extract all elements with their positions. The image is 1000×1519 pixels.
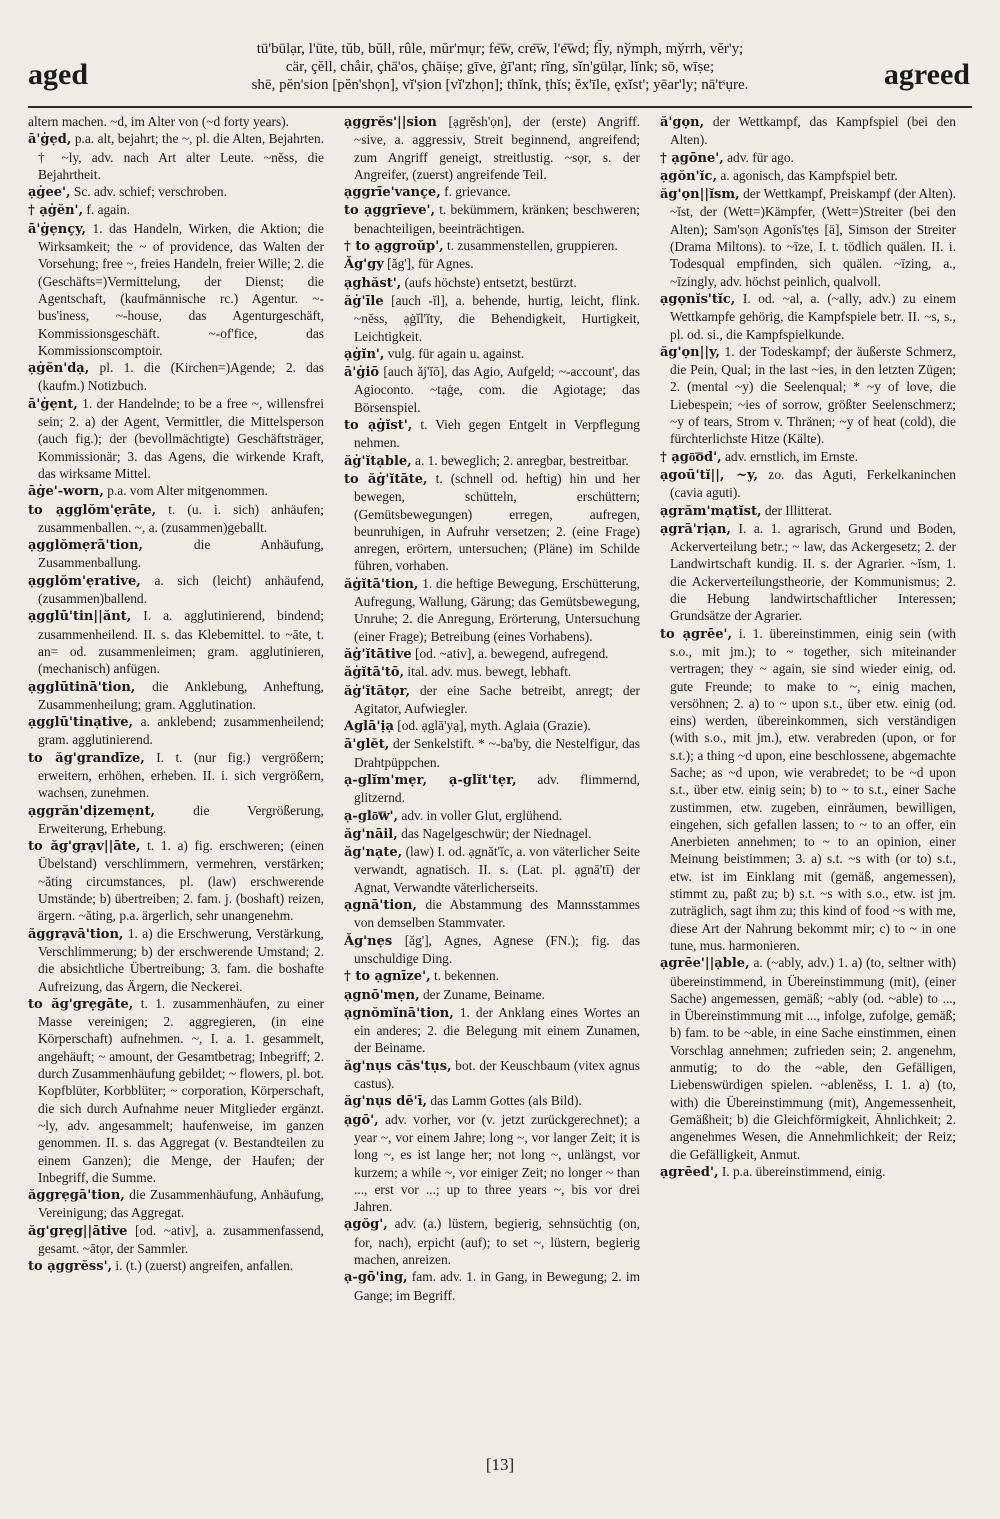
entry-headword: ạgrēe'||ạble, [660, 956, 750, 972]
entry-headword: to ăg'grẹgāte, [28, 996, 134, 1012]
dictionary-entry [344, 1004, 640, 1057]
entry-definition: I. a. agglutinierend, bindend; zusammenheilend. II. s. das Klebemittel. to ~āte, t. an= od. zusammenleimen; gram. agglutinieren, (mechanisch) anfügen. [38, 608, 324, 677]
entry-headword: ăg'nạte, [344, 845, 403, 861]
entry-definition: f. grievance. [440, 184, 511, 200]
dictionary-entry [28, 501, 324, 537]
dictionary-entry [344, 663, 640, 681]
entry-definition: der Zuname, Beiname. [419, 986, 545, 1002]
entry-definition: [od. ạglā'yạ], myth. Aglaia (Grazie). [393, 718, 591, 734]
entry-headword: to ạgglŏm'ẹrāte, [28, 502, 157, 518]
dictionary-entry [344, 986, 640, 1004]
entry-definition: i. (t.) (zuerst) angreifen, anfallen. [112, 1258, 294, 1274]
entry-headword: ạgŏn'ĭc, [660, 168, 717, 184]
dictionary-entry [344, 717, 640, 735]
entry-definition: a. 1. beweglich; 2. anregbar, bestreitbar. [411, 452, 629, 468]
dictionary-entry [344, 237, 640, 255]
dictionary-entry [28, 220, 324, 359]
entry-definition: das Nagelgeschwür; der Niednagel. [397, 825, 592, 841]
entry-headword: † ạgō͞od', [660, 449, 722, 465]
entry-headword: ăġĭtā'tō, [344, 665, 405, 681]
entry-headword: † ạġĕn', [28, 203, 84, 219]
dictionary-entry [28, 359, 324, 395]
entry-headword: ăg'ọn||y, [660, 344, 720, 360]
entry-definition: ital. adv. mus. bewegt, lebhaft. [404, 664, 572, 680]
entry-headword: Ăg'gy [344, 257, 384, 273]
entry-definition: [ạgrĕsh'ọn], der (erste) Angriff. ~sive, a. aggressiv, Streit beginnend, angreifend; zum Angriff geneigt, streitlustig. ~sọr, s. der Angreifer, (zuerst) angreifende Teil. [354, 114, 640, 182]
dictionary-entry [344, 771, 640, 807]
entry-definition: [ăg'], Agnes, Agnese (FN.); fig. das unschuldige Ding. [354, 932, 640, 966]
dictionary-entry [660, 954, 956, 1163]
header-rule [28, 106, 972, 108]
dictionary-entry [660, 113, 956, 149]
dictionary-entry [660, 167, 956, 185]
entry-definition: f. again. [83, 202, 130, 218]
entry-definition: a. sich (leicht) anhäufend, (zusammen)ballend. [38, 572, 324, 607]
entry-definition: (law) I. od. ạgnăt'ĭc, a. von väterlicher Seite verwandt, agnatisch. II. s. (Lat. pl. ạgnā'tī) der Agnat, Verwandte väterlicherseits. [354, 844, 640, 895]
entry-definition: a. (~ably, adv.) 1. a) (to, seltner with) übereinstimmend, in Übereinstimmung (mit), (einer Sache) angemessen, gemäß; ~ably (od. ~able) to ..., in Übereinstimmung mit ..., infolge, zufolge, gemäß; b) fam. to be ~able, in eine Sache einstimmen, einen Vorschlag annehmen; zufrieden sein; 2. angenehm, anmutig; to do the ~able, den Gefälligen, Liebenswürdigen spielen. ~ablenĕss, I. 1. a) (to, with) die Übereinstimmung (mit), Angemessenheit, Gemäßheit; b) die Gleichförmigkeit, Ähnlichkeit; 2. angenehmes Wesen, die Annehmlichkeit; der Reiz; die Gefälligkeit, Anmut. [670, 955, 956, 1162]
entry-headword: ăg'nụs dē'ī, [344, 1094, 428, 1110]
entry-definition: [od. ~ativ], a. bewegend, aufregend. [411, 645, 609, 661]
dictionary-entry [28, 802, 324, 838]
entry-headword: to ạġĭst', [344, 418, 413, 434]
pronunciation-line-1: tū'būlạr, l'ūte, tŭb, bŭll, rûle, mŭr'mụr; fe͞w, cre͞w, l'e͞wd; fl̄y, nўmph, mўrrh, vĕr'y; [256, 41, 744, 57]
entry-headword: ā'glĕt, [344, 737, 390, 753]
dictionary-entry [344, 363, 640, 416]
entry-headword: ạgnā'tion, [344, 898, 417, 914]
entry-definition: der Senkelstift. * ~-ba'by, die Nestelfigur, das Drahtpüppchen. [354, 736, 640, 770]
dictionary-entry [28, 536, 324, 572]
entry-definition: 1. die heftige Bewegung, Erschütterung, Aufregung, Wallung, Gärung; das Gemütsbewegung, Unruhe; 2. die Anregung, Erörterung, Untersuchung (einer Frage); Betreibung (eines Vorhabens). [354, 575, 640, 644]
dictionary-entry [344, 896, 640, 932]
entry-definition: altern machen. ~d, im Alter von (~d forty years). [28, 114, 290, 129]
entry-definition: t. bekümmern, kränken; beschweren; benachteiligen, beeinträchtigen. [354, 202, 640, 236]
dictionary-entry [344, 1111, 640, 1216]
entry-headword: ạgrā'rịạn, [660, 521, 731, 537]
entry-headword: ā'ġiō [344, 365, 380, 381]
dictionary-entry [28, 482, 324, 500]
entry-headword: ăg'nāil, [344, 826, 398, 842]
entry-definition: t. 1. zusammenhäufen, zu einer Masse vereinigen; 2. aggregieren, (in eine Körperschaft) aufnehmen. ~, I. a. 1. gesammelt, angehäuft; ~ amount, der Gesamtbetrag; Inbegriff; 2. durch Zusammenhäufung gebildet; ~ flowers, pl. bot. Kopfblüter, Korbblüter; ~ corporation, Körperschaft, die sich durch Aufnahme neuer Mitglieder ergänzt. ~ly, adv. angesammelt; haufenweise, im ganzen genommen. II. s. das Aggregat (v. Bestandteilen zu einem Ganzen); die Menge, der Haufen; der Inbegriff, die Summe. [38, 995, 324, 1185]
entry-definition: der Wettkampf, das Kampfspiel (bei den Alten). [670, 114, 956, 148]
entry-headword: ạgŏg', [344, 1217, 388, 1233]
entry-definition: das Lamm Gottes (als Bild). [427, 1093, 582, 1109]
entry-headword: to ạggrīeve', [344, 203, 436, 219]
entry-headword: to ăg'grạv||āte, [28, 839, 141, 855]
entry-definition: adv. (a.) lüstern, begierig, sehnsüchtig (on, for, nach), erpicht (auf); to set ~, lüstern, begierig machen, anreizen. [354, 1216, 640, 1267]
entry-headword: ạgglūtinā'tion, [28, 679, 136, 695]
dictionary-entry [344, 825, 640, 843]
dictionary-entry [660, 520, 956, 625]
entry-headword: ạgoū'tĭ||, ~y, [660, 467, 758, 483]
dictionary-entry [660, 290, 956, 343]
column-1 [28, 113, 324, 1438]
entry-definition: i. 1. übereinstimmen, einig sein (with s.o., mit jm.); to ~ together, sich miteinander vertragen; they ~ again, sie sind wieder einig, od. gute Freunde; to make to ~, einig machen, versöhnen; 2. a) to ~ upon s.t., über etw. einig (od. eins) werden, übereinkommen, sich verständigen (with s.o., mit jm.), etw. verabreden (upon, or for s.t.); a thing ~d upon, eine beschlossene, abgemachte Sache; as ~d upon, wie verabredet; to be ~d upon s.t., über etw. einig sein; b) to ~ to s.t., einer Sache zustimmen, etw. zugeben, einräumen, bewilligen, eingehen, sich gefallen lassen; to ~ to an offer, ein Anerbieten annehmen; to ~ to an opinion, einer Meinung beistimmen; 3. a) s.t. ~s with (or to) s.t., etw. ist im Einklang mit (gemäß, angemessen), stimmt zu, paßt zu; b) s.t. ~s with s.o., etw. ist jm. zuträglich, sagt ihm zu; this kind of food ~s with me, diese Art der Nahrung bekommt mir; c) to ~ in one tune, mus. harmonieren. [670, 625, 956, 953]
guide-word-right: agreed [883, 58, 970, 91]
column-2 [344, 113, 640, 1438]
entry-headword: Aglā'ịạ [344, 719, 394, 735]
dictionary-entry [660, 466, 956, 502]
entry-definition: der Wettkampf, Preiskampf (der Alten). ~ĭst, der (Wett=)Kämpfer, (Wett=)Streiter (bei den Alten); Sam'sọn Agonĭs'tẹs [ä], Simson der Streiter (Drama Miltons). to ~īze, I. t. tödlich quälen. II. i. Todesqual empfinden, sich quälen. ~īzing, a., ~īzingly, adv. höchst peinlich, qualvoll. [670, 186, 956, 289]
entry-definition: t. (u. i. sich) anhäufen; zusammenballen. ~, a. (zusammen)geballt. [38, 501, 324, 535]
entry-definition: pl. 1. die (Kirchen=)Agende; 2. das (kaufm.) Notizbuch. [38, 360, 324, 394]
entry-definition: die Anhäufung, Zusammenballung. [38, 537, 324, 571]
entry-headword: ă'gọn, [660, 115, 705, 130]
column-3 [660, 113, 956, 1438]
entry-headword: ạggrĕs'||sion [344, 115, 437, 130]
dictionary-entry [28, 183, 324, 201]
entry-headword: ạggrīe'vançe, [344, 185, 441, 201]
dictionary-entry [28, 395, 324, 482]
entry-definition: t. (schnell od. heftig) hin und her bewegen, schütteln, erschüttern; (Gemütsbewegungen) erregen, aufregen, beunruhigen, in Aufruhr versetzen; 2. (eine Frage) anregen, erörtern, untersuchen; (Pläne) im Schilde führen, vorhaben. [354, 470, 640, 574]
entry-headword: ăg'nụs căs'tụs, [344, 1058, 452, 1074]
entry-headword: ăġĭtā'tion, [344, 576, 419, 592]
entry-headword: ạgglŏmẹrā'tion, [28, 538, 144, 554]
entry-headword: ạ-glō͞w', [344, 808, 399, 824]
entry-headword: † to ạgnīze', [344, 969, 431, 985]
entry-headword: ăg'grẹg||ātive [28, 1223, 128, 1239]
dictionary-entry [28, 607, 324, 677]
entry-definition: 1. der Todeskampf; der äußerste Schmerz, die Pein, Qual; in the last ~ies, in den letzten Zügen; 2. (mental ~y) die Seelenqual; * ~y of love, die Liebespein; ~ies of sorrow, größter Seelenschmerz; ~y of tears, Strom v. Thränen; ~y of heat (cold), die fürchterlichste Hitze (Kälte). [670, 343, 956, 447]
entry-headword: to ăġ'ĭtāte, [344, 471, 428, 487]
guide-word-left: aged [28, 58, 88, 91]
dictionary-entry [344, 183, 640, 201]
dictionary-entry [28, 749, 324, 802]
entry-headword: to ạggrĕss', [28, 1259, 113, 1275]
dictionary-entry [344, 345, 640, 363]
entry-definition: 1. der Anklang eines Wortes an ein anderes; 2. die Belegung mit einem Zunamen, der Beiname. [354, 1004, 640, 1056]
entry-definition: adv. vorher, vor (v. jetzt zurückgerechnet); a year ~, vor einem Jahre; long ~, vor langer Zeit; it is long ~, es ist lange her; not long ~, unlängst, vor kurzem; a while ~, vor einiger Zeit; no longer ~ than ..., erst vor ...; up to three years ~, bis vor drei Jahren. [354, 1111, 640, 1215]
entry-definition: vulg. für again u. against. [384, 345, 525, 361]
entry-definition: die Anklebung, Anheftung, Zusammenheilung; gram. Agglutination. [38, 678, 324, 712]
entry-definition: adv. ernstlich, im Ernste. [721, 448, 858, 464]
entry-headword: āġe'-worn, [28, 484, 104, 500]
dictionary-entry [344, 255, 640, 273]
pronunciation-line-2: cär, çĕll, chåir, çhā'os, çhāiṣe; gīve, ġī'ant; rĭng, sĭn'gūlạr, lĭnk; sō, wīṣe; [285, 59, 715, 75]
entry-headword: ạgglū'tinạtive, [28, 715, 134, 731]
dictionary-entry [660, 149, 956, 167]
dictionary-columns [28, 113, 972, 1438]
dictionary-entry [28, 130, 324, 183]
entry-headword: ăġ'ĭtātive [344, 646, 412, 662]
page-number: [13] [485, 1455, 515, 1474]
entry-headword: ạgnō'mẹn, [344, 987, 420, 1003]
dictionary-entry [28, 1257, 324, 1275]
entry-headword: ạġee', [28, 185, 71, 201]
entry-definition: [od. ~ativ], a. zusammenfassend, gesamt. ~ātọr, der Sammler. [38, 1222, 324, 1256]
entry-headword: † ạgōne', [660, 150, 724, 166]
entry-definition: 1. der Handelnde; to be a free ~, willensfrei sein; 2. a) der Agent, Vermittler, die Mittelsperson (auch fig.); der (bevollmächtigte) Geschäftsträger, Kommissionär; 3. das Agens, die wirkende Kraft, das wirksame Mittel. [38, 395, 324, 481]
entry-definition: t. bekennen. [430, 968, 500, 984]
entry-definition: [auch ăj'ĭō], das Agio, Aufgeld; ~-account', das Agioconto. ~tạġe, com. die Agiotage; das Börsenspiel. [354, 364, 640, 415]
entry-headword: ạghăst', [344, 275, 402, 291]
entry-headword: ạggrăn'dịzemẹnt, [28, 803, 155, 819]
dictionary-entry [344, 1057, 640, 1093]
dictionary-entry [660, 1163, 956, 1181]
dictionary-entry [660, 502, 956, 520]
entry-headword: ăg'ọn||ĭsm, [660, 187, 740, 203]
dictionary-entry [344, 452, 640, 470]
entry-definition: t. 1. a) fig. erschweren; (einen Übelstand) verschlimmern, vermehren, verstärken; ~ăting circumstances, pl. (law) erschwerende Umstände; b) übertreiben; 2. fam. j. (boshaft) reizen, ärgern. ~ăting, p.a. ärgerlich, sehr unangenehm. [38, 838, 324, 924]
entry-definition: die Abstammung des Mannsstammes von demselben Stammvater. [354, 897, 640, 931]
dictionary-entry [344, 1268, 640, 1304]
entry-headword: ạġĭn', [344, 346, 385, 362]
dictionary-entry [28, 713, 324, 749]
entry-definition: a. anklebend; zusammenheilend; gram. agglutinierend. [38, 714, 324, 748]
entry-definition: I. od. ~al, a. (~ally, adv.) zu einem Wettkampfe gehörig, die Kampfspiele betr. II. ~s, s., pl. od. si., die Kampfspielkunde. [670, 290, 956, 342]
entry-headword: ạgọnĭs'tĭc, [660, 291, 736, 307]
dictionary-entry [344, 932, 640, 968]
dictionary-entry [344, 843, 640, 896]
dictionary-entry [344, 807, 640, 825]
entry-headword: ạgglŏm'ẹrative, [28, 573, 141, 589]
entry-definition: adv. für ago. [723, 149, 794, 165]
entry-definition: Sc. adv. schief; verschroben. [70, 184, 227, 200]
entry-definition: [ăg'], für Agnes. [383, 256, 474, 272]
dictionary-entry [28, 1186, 324, 1222]
entry-headword: ạ-glĭm'mẹr, ạ-glĭt'tẹr, [344, 772, 517, 788]
dictionary-entry [660, 625, 956, 955]
dictionary-entry [344, 274, 640, 292]
entry-definition: t. zusammenstellen, gruppieren. [443, 238, 618, 254]
entry-definition: I. p.a. übereinstimmend, einig. [718, 1163, 886, 1179]
dictionary-entry [28, 995, 324, 1186]
dictionary-entry [28, 837, 324, 924]
entry-headword: ăġ'ĭtātọr, [344, 683, 410, 699]
dictionary-entry [28, 201, 324, 219]
entry-definition: [auch -ĭl], a. behende, hurtig, leicht, flink. ~nĕss, ạġĭl'ĭty, die Behendigkeit, Hurtigkeit, Leichtigkeit. [354, 292, 640, 344]
dictionary-entry [344, 645, 640, 663]
dictionary-entry [344, 682, 640, 718]
dictionary-entry [660, 448, 956, 466]
entry-headword: to ăg'grandīze, [28, 750, 145, 766]
dictionary-entry [344, 416, 640, 452]
entry-definition: I. t. (nur fig.) vergrößern; erweitern, erhöhen, erheben. II. i. sich vergrößern, wachsen, zunehmen. [38, 749, 324, 801]
entry-definition: bot. der Keuschbaum (vitex agnus castus). [354, 1057, 640, 1092]
entry-headword: † to ạggroŭp', [344, 239, 444, 255]
entry-headword: ạġĕn'dạ, [28, 361, 90, 377]
entry-definition: 1. das Handeln, Wirken, die Aktion; die Wirksamkeit; the ~ of providence, das Walten der Vorsehung; free ~, freies Handeln, freier Wille; 2. die (Geschäfts=)Vermittelung, der Dienst; die Agentschaft, (kaufmännische rc.) Agentur. ~-bus'iness, ~-house, das Agenturgeschäft, Kommissionsgeschäft. ~-of'fice, das Kommissionscomptoir. [38, 220, 324, 358]
page-header [0, 0, 1000, 110]
entry-definition: t. Vieh gegen Entgelt in Verpflegung nehmen. [354, 417, 640, 451]
pronunciation-key [190, 40, 810, 94]
dictionary-entry [344, 735, 640, 771]
entry-headword: ạ-gō'ing, [344, 1270, 408, 1286]
entry-definition: adv. in voller Glut, erglühend. [398, 807, 563, 823]
dictionary-entry [344, 575, 640, 645]
dictionary-entry [344, 292, 640, 345]
entry-definition: p.a. vom Alter mitgenommen. [103, 483, 268, 499]
dictionary-entry [344, 113, 640, 183]
dictionary-entry [660, 343, 956, 448]
dictionary-entry [28, 113, 324, 130]
entry-definition: 1. a) die Erschwerung, Verstärkung, Verschlimmerung; b) der erschwerende Umstand; 2. die absichtliche Übertreibung; 3. fam. die boshafte Aufreizung, das Ärgern, die Neckerei. [38, 925, 324, 994]
entry-definition: fam. adv. 1. in Gang, in Bewegung; 2. im Gange; im Begriff. [354, 1269, 640, 1303]
entry-headword: ạgnŏmĭnā'tion, [344, 1005, 454, 1021]
entry-definition: (aufs höchste) entsetzt, bestürzt. [401, 274, 577, 290]
entry-definition: adv. flimmernd, glitzernd. [354, 771, 640, 806]
entry-headword: ạgrēed', [660, 1164, 719, 1180]
entry-definition: a. agonisch, das Kampfspiel betr. [717, 167, 898, 183]
dictionary-entry [28, 925, 324, 995]
entry-headword: ăġ'īle [344, 293, 384, 309]
entry-headword: to ạgrēe', [660, 626, 733, 642]
entry-definition: p.a. alt, bejahrt; the ~, pl. die Alten, Bejahrten. † ~ly, adv. nach Art alter Leute. ~nĕss, die Bejahrtheit. [38, 131, 324, 182]
pronunciation-line-3: shē, pĕn'sion [pĕn'shọn], vĭ'ṣion [vĭ'zhọn]; thĭnk, ṭhĭs; ĕx'īle, ęxĭst'; yēar'ly; nā'tˢụre. [251, 77, 749, 93]
entry-headword: ạgō', [344, 1112, 379, 1128]
entry-definition: I. a. 1. agrarisch, Grund und Boden, Ackerverteilung betr.; ~ law, das Ackergesetz; 2. der Landwirtschaft kundig. II. s. der Agrarier. ~ĭsm, 1. die Ackerverteilungstheorie, der Kommunismus; 2. die Hebung landwirtschaftlicher Interessen; Grundsätze der Agrarier. [670, 520, 956, 624]
dictionary-entry [344, 470, 640, 575]
entry-headword: ăggrẹgā'tion, [28, 1188, 125, 1204]
entry-headword: ăggrạvā'tion, [28, 926, 124, 942]
dictionary-entry [28, 572, 324, 608]
entry-definition: die Vergrößerung, Erweiterung, Erhebung. [38, 802, 324, 836]
entry-headword: ā'ġẹnçy, [28, 221, 86, 237]
dictionary-entry [660, 185, 956, 290]
entry-definition: der Illitterat. [761, 502, 832, 518]
entry-definition: der eine Sache betreibt, anregt; der Agitator, Aufwiegler. [354, 682, 640, 716]
entry-headword: ā'ġẹnt, [28, 396, 78, 412]
entry-definition: zo. das Aguti, Ferkelkaninchen (cavia aguti). [670, 466, 956, 501]
dictionary-entry [28, 678, 324, 714]
dictionary-entry [344, 967, 640, 985]
dictionary-entry [344, 1092, 640, 1110]
dictionary-entry [344, 1215, 640, 1268]
entry-headword: Ăg'nẹs [344, 933, 393, 949]
entry-headword: ạgrăm'mạtĭst, [660, 503, 762, 519]
entry-headword: ăġ'ĭtạble, [344, 453, 412, 469]
entry-headword: ạgglū'tin||ănt, [28, 609, 132, 625]
dictionary-entry [344, 201, 640, 237]
entry-definition: die Zusammenhäufung, Anhäufung, Vereinigung; das Aggregat. [38, 1187, 324, 1221]
entry-headword: ā'ġẹd, [28, 132, 72, 148]
dictionary-entry [28, 1222, 324, 1258]
